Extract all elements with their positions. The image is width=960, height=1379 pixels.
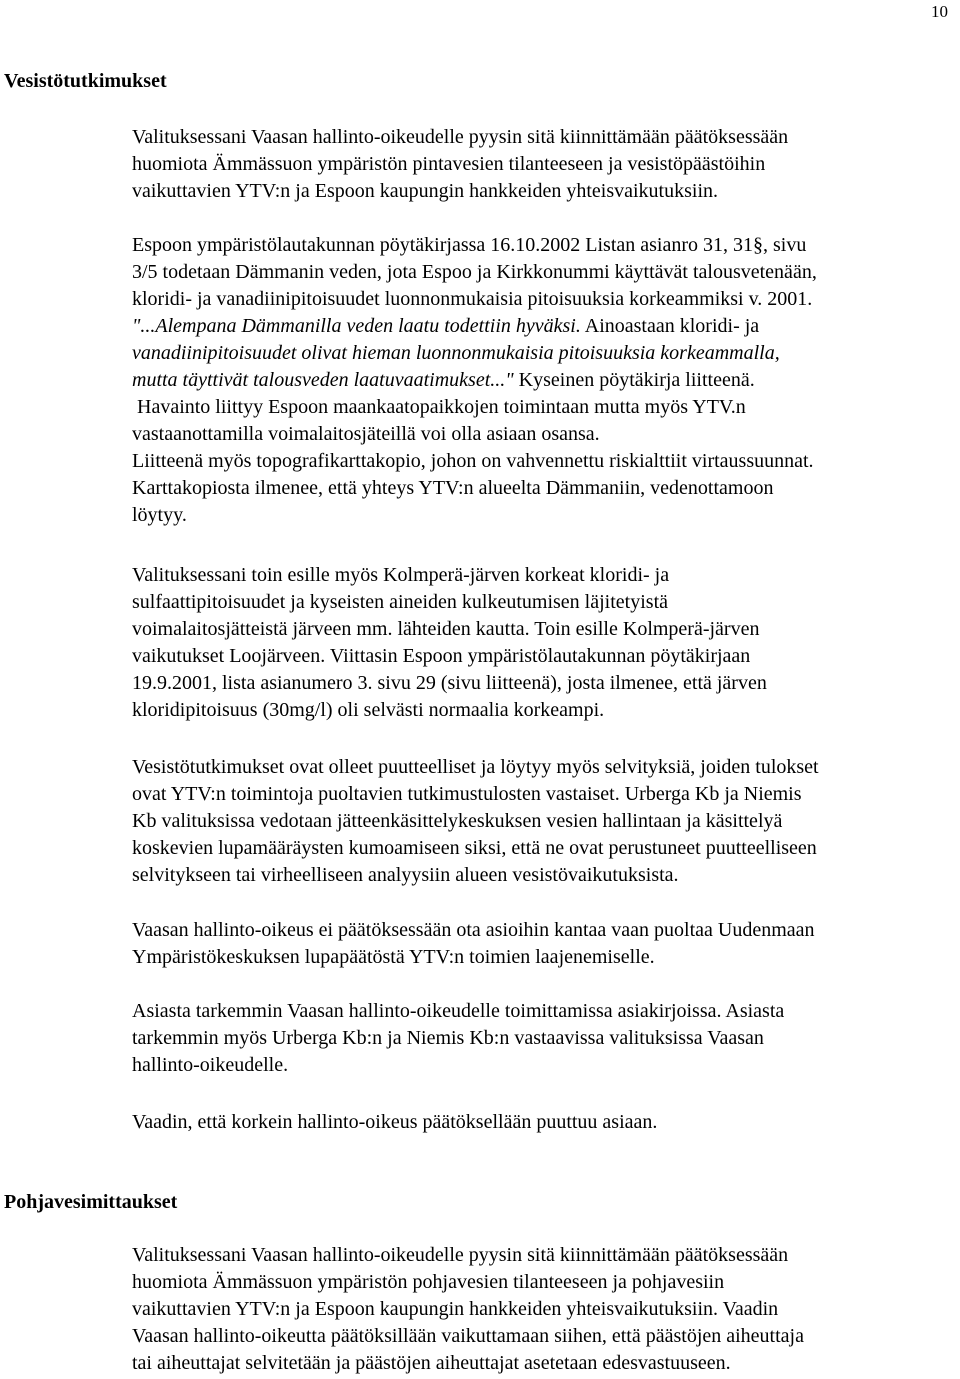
text-line	[132, 313, 954, 340]
text-line: Asiasta tarkemmin Vaasan hallinto-oikeudelle toimittamissa asiakirjoissa. Asiasta	[132, 1000, 785, 1022]
paragraph-vaatimus	[132, 1109, 954, 1136]
section-heading-pohjavesimittaukset: Pohjavesimittaukset	[4, 1191, 178, 1213]
text-line: 19.9.2001, lista asianumero 3. sivu 29 (sivu liitteenä), josta ilmenee, että järven	[132, 672, 767, 694]
text-line: tai aiheuttajat selvitetään ja päästöjen aiheuttajat asetetaan edesvastuuseen.	[132, 1352, 731, 1374]
paragraph-kolmpera-jarvi	[132, 562, 954, 724]
text-line: vastaanottamilla voimalaitosjäteillä voi olla asiaan osansa.	[132, 423, 600, 445]
page-number: 10	[931, 2, 948, 21]
quote-text: "...Alempana Dämmanilla veden laatu todettiin hyväksi.	[132, 315, 581, 337]
quote-text: vanadiinipitoisuudet olivat hieman luonnonmukaisia pitoisuuksia korkeammalla,	[132, 342, 780, 364]
text-line: Valituksessani toin esille myös Kolmperä-järven korkeat kloridi- ja	[132, 564, 670, 586]
paragraph-vesistotutkimukset-puutteet	[132, 754, 954, 889]
text-line: vaikutukset Loojärveen. Viittasin Espoon ympäristölautakunnan pöytäkirjaan	[132, 645, 751, 667]
text-line: Espoon ympäristölautakunnan pöytäkirjassa 16.10.2002 Listan asianro 31, 31§, sivu	[132, 234, 807, 256]
text-line: tarkemmin myös Urberga Kb:n ja Niemis Kb:n vastaavissa valituksissa Vaasan	[132, 1027, 764, 1049]
text-line: ovat YTV:n toimintoja puoltavien tutkimustulosten vastaiset. Urberga Kb ja Niemis	[132, 783, 802, 805]
paragraph-asiakirjat	[132, 998, 954, 1079]
text-line: 3/5 todetaan Dämmanin veden, jota Espoo ja Kirkkonummi käyttävät talousvetenään,	[132, 261, 817, 283]
paragraph-valitus-pohjavedet	[132, 1242, 954, 1377]
text-line: Valituksessani Vaasan hallinto-oikeudelle pyysin sitä kiinnittämään päätöksessään	[132, 126, 789, 148]
paragraph-hallinto-oikeus-kanta	[132, 917, 954, 971]
text-line	[132, 367, 954, 394]
text-fragment: Ainoastaan kloridi- ja	[580, 315, 760, 337]
text-line: hallinto-oikeudelle.	[132, 1054, 289, 1076]
text-fragment: Kyseinen pöytäkirja liitteenä.	[513, 369, 755, 391]
text-line: Vaasan hallinto-oikeus ei päätöksessään ota asioihin kantaa vaan puoltaa Uudenmaan	[132, 919, 815, 941]
paragraph-valitus-pintavedet	[132, 124, 954, 205]
text-line: kloridipitoisuus (30mg/l) oli selvästi normaalia korkeampi.	[132, 699, 605, 721]
text-line: Ympäristökeskuksen lupapäätöstä YTV:n toimien laajenemiselle.	[132, 946, 655, 968]
section-heading-vesistotutkimukset: Vesistötutkimukset	[4, 70, 167, 92]
text-line: Kb valituksissa vedotaan jätteenkäsittelykeskuksen vesien hallintaan ja käsittelyä	[132, 810, 783, 832]
text-line: Liitteenä myös topografikarttakopio, johon on vahvennettu riskialttiit virtaussuunnat.	[132, 450, 814, 472]
text-line: sulfaattipitoisuudet ja kyseisten aineiden kulkeutumisen läjitetyistä	[132, 591, 668, 613]
text-line: Vaasan hallinto-oikeutta päätöksillään vaikuttamaan siihen, että päästöjen aiheuttaja	[132, 1325, 804, 1347]
text-line: Valituksessani Vaasan hallinto-oikeudelle pyysin sitä kiinnittämään päätöksessään	[132, 1244, 789, 1266]
text-line: huomiota Ämmässuon ympäristön pintavesien tilanteeseen ja vesistöpäästöihin	[132, 153, 766, 175]
text-line: Vesistötutkimukset ovat olleet puutteelliset ja löytyy myös selvityksiä, joiden tulokset	[132, 756, 819, 778]
text-line: huomiota Ämmässuon ympäristön pohjavesien tilanteeseen ja pohjavesiin	[132, 1271, 725, 1293]
text-line: selvitykseen tai virheelliseen analyysiin alueen vesistövaikutuksista.	[132, 864, 679, 886]
text-line: Vaadin, että korkein hallinto-oikeus päätöksellään puuttuu asiaan.	[132, 1111, 658, 1133]
text-line: löytyy.	[132, 504, 187, 526]
text-line: Havainto liittyy Espoon maankaatopaikkojen toimintaan mutta myös YTV.n	[132, 396, 746, 418]
text-line: koskevien lupamääräysten kumoamiseen siksi, että ne ovat perustuneet puutteelliseen	[132, 837, 817, 859]
text-line: vaikuttavien YTV:n ja Espoon kaupungin hankkeiden yhteisvaikutuksiin. Vaadin	[132, 1298, 779, 1320]
text-line: vaikuttavien YTV:n ja Espoon kaupungin hankkeiden yhteisvaikutuksiin.	[132, 180, 719, 202]
text-line: voimalaitosjätteistä järveen mm. lähteiden kautta. Toin esille Kolmperä-järven	[132, 618, 760, 640]
quote-text: mutta täyttivät talousveden laatuvaatimukset..."	[132, 369, 514, 391]
paragraph-espoo-poytakirja	[132, 232, 954, 529]
text-line: kloridi- ja vanadiinipitoisuudet luonnonmukaisia pitoisuuksia korkeammiksi v. 2001.	[132, 288, 813, 310]
text-line: Karttakopiosta ilmenee, että yhteys YTV:n alueelta Dämmaniin, vedenottamoon	[132, 477, 774, 499]
